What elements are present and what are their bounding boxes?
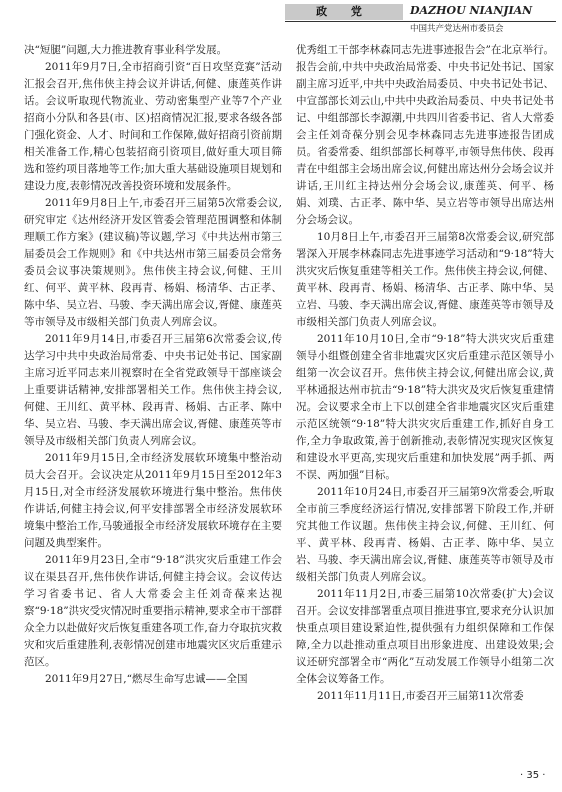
paragraph: 2011年9月7日,全市招商引资“百日攻坚竞赛”活动汇报会召开,焦伟侠主持会议并讲话,何健、康莲英作讲话。会议听取现代物流业、劳动密集型产业等7个产业招商小分队和各县(市、区)招商情况汇报,要求各级各部门强化资金、人才、时间和工作保障,做好招商引资前期相关准备工作,精心包装招商引资项目,做好重大项目筛选和签约项目落地等工作;加大重大基础设施项目规划和建设力度,表彰情况改善投资环境和发展条件。: [24, 61, 282, 192]
paragraph: 2011年9月27日,“燃尽生命写忠诚——全国: [45, 673, 248, 685]
paragraph: 2011年9月15日,全市经济发展软环境集中整治动员大会召开。会议决定从2011年9月15日至2012年3月15日,对全市经济发展软环境进行集中整治。焦伟侠作讲话,何健主持会议,何平安排部署全市经济发展软环境集中整治工作,马骏通报全市经济发展软环境存在主要问题及典型案件。: [24, 452, 282, 549]
left-column: [24, 42, 282, 688]
header-subtitle: 中国共产党达州市委员会: [410, 24, 504, 34]
paragraph: 10月8日上午,市委召开三届第8次常委会议,研究部署深入开展李林森同志先进事迹学习活动和“9·18”特大洪灾灾后恢复重建等相关工作。焦伟侠主持会议,何健、黄平林、段再青、杨娟、杨清华、古正孝、陈中华、吴立岩、马骏、李天满出席会议,胥健、康莲英等市领导及市级相关部门负责人列席会议。: [296, 231, 554, 328]
header-rule: [285, 21, 556, 22]
paragraph: 2011年11月2日,市委三届第10次常委(扩大)会议召开。会议安排部署重点项目推进事宜,要求充分认识加快重点项目建设紧迫性,提供强有力组织保障和工作保障,全力以赴推动重点项目出形象进度、出建设效果;会议还研究部署全市“两化”互动发展工作领导小组第二次全体会议筹备工作。: [296, 588, 554, 685]
page-number: · 35 ·: [520, 770, 546, 781]
paragraph: 2011年9月14日,市委召开三届第6次常委会议,传达学习中共中央政治局常委、中央书记处书记、国家副主席习近平同志来川视察时在全省党政领导干部座谈会上重要讲话精神,安排部署相关工作。焦伟侠主持会议,何健、王川红、黄平林、段再青、杨娟、古正孝、陈中华、吴立岩、马骏、李天满出席会议,胥健、康莲英等市领导及市级相关部门负责人列席会议。: [24, 333, 282, 447]
journal-title: DAZHOU NIANJIAN: [410, 4, 533, 17]
paragraph: 优秀组工干部李林森同志先进事迹报告会”在北京举行。报告会前,中共中央政治局常委、中央书记处书记、国家副主席习近平,中共中央政治局委员、中央书记处书记、中宣部部长刘云山,中共中央政治局委员、中央书记处书记、中组部部长李源潮,中共四川省委书记、省人大常委会主任刘奇葆分别会见李林森同志先进事迹报告团成员。省委常委、组织部部长柯尊平,市领导焦伟侠、段再青在中组部主会场出席会议,何健出席达州分会场会议并讲话,王川红主持达州分会场会议,康莲英、何平、杨娟、刘璞、古正孝、陈中华、吴立岩等市领导出席达州分会场会议。: [296, 44, 554, 226]
paragraph: 2011年9月23日,全市“9·18”洪灾灾后重建工作会议在渠县召开,焦伟侠作讲话,何健主持会议。会议传达学习省委书记、省人大常委会主任刘奇葆来达视察“9·18”洪灾受灾情况时重要指示精神,要求全市干部群众全力以赴做好灾后恢复重建各项工作,奋力夺取抗灾救灾和灾后重建胜利,表彰情况创建市地震灾区灾后重建示范区。: [24, 554, 282, 668]
right-column: [296, 42, 554, 705]
paragraph: 决“短腿”问题,大力推进教育事业科学发展。: [24, 44, 228, 56]
paragraph: 2011年9月8日上午,市委召开三届第5次常委会议,研究审定《达州经济开发区管委会管理范围调整和体制理顺工作方案》(建议稿)等议题,学习《中共达州市第三届委员会工作规则》和《中共达州市第三届委员会常务委员会议事决策规则》。焦伟侠主持会议,何健、王川红、何平、黄平林、段再青、杨娟、杨清华、古正孝、陈中华、吴立岩、马骏、李天满出席会议,胥健、康莲英等市领导及市级相关部门负责人列席会议。: [24, 197, 282, 328]
paragraph: 2011年11月11日,市委召开三届第11次常委: [317, 690, 524, 702]
running-header: [0, 0, 562, 36]
paragraph: 2011年10月24日,市委召开三届第9次常委会,听取全市前三季度经济运行情况,安排部署下阶段工作,并研究其他工作议题。焦伟侠主持会议,何健、王川红、何平、黄平林、段再青、杨娟、古正孝、陈中华、吴立岩、马骏、李天满出席会议,胥健、康莲英等市领导及市级相关部门负责人列席会议。: [296, 486, 554, 583]
section-title: 政 党: [316, 5, 372, 18]
paragraph: 2011年10月10日,全市“9·18”特大洪灾灾后重建领导小组暨创建全省非地震灾区灾后重建示范区领导小组第一次会议召开。焦伟侠主持会议,何健出席会议,黄平林通报达州市抗击“9·18”特大洪灾及灾后恢复重建情况。会议要求全市上下以创建全省非地震灾区灾后重建示范区统领“9·18”特大洪灾灾后重建工作,抓好自身工作,全力争取政策,善于创新推动,表彰情况实现灾区恢复和建设水平更高,实现灾后重建和加快发展”两手抓、两不误、两加强”目标。: [296, 333, 554, 481]
